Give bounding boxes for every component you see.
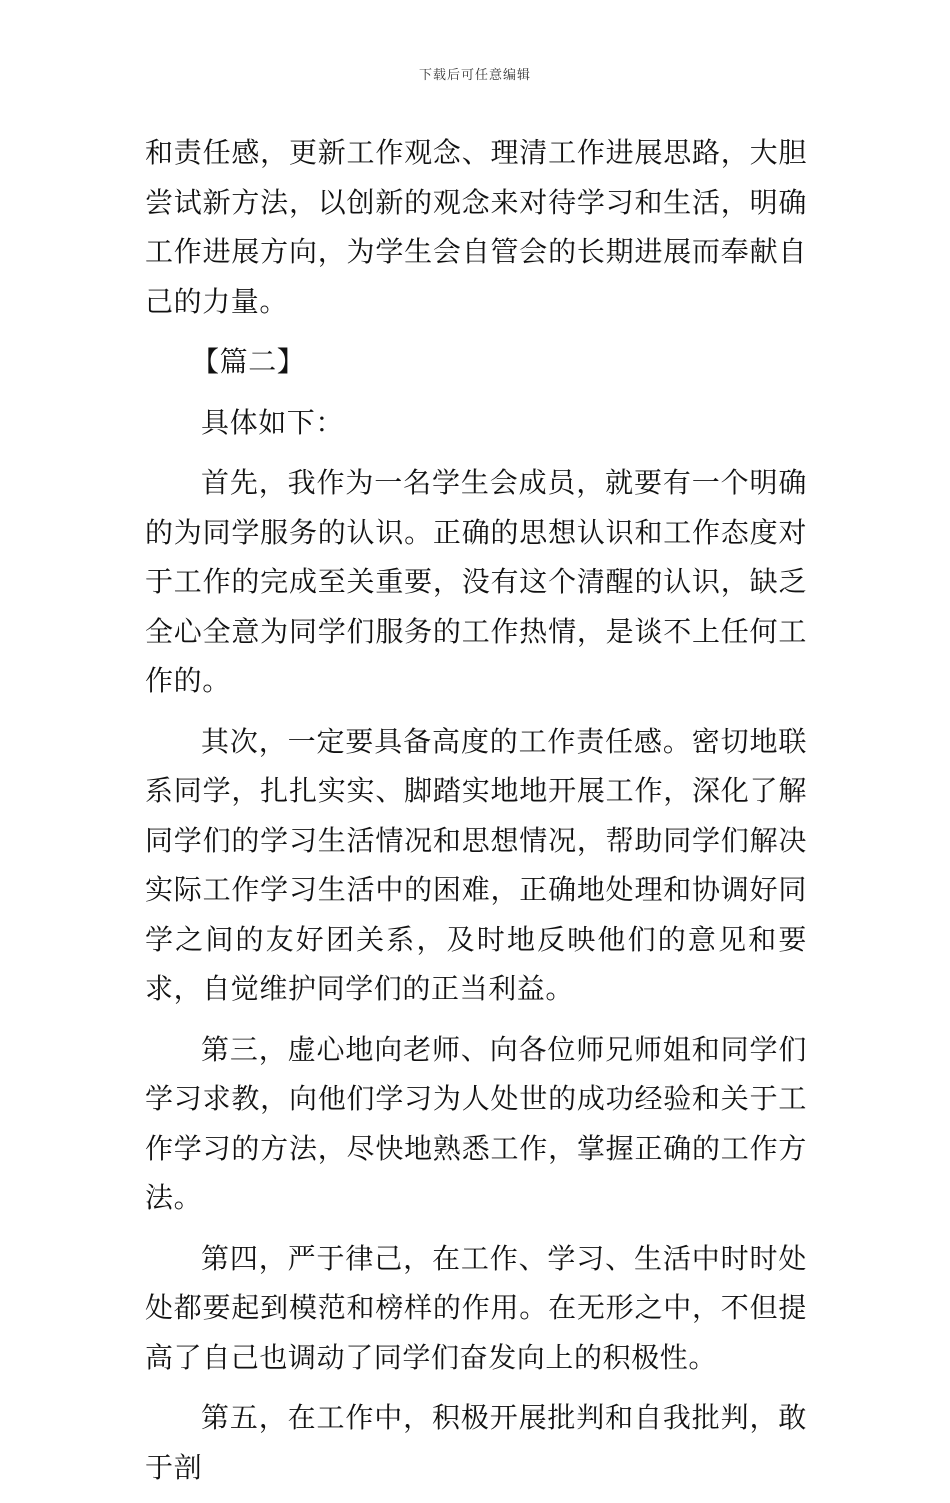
paragraph-intro: 具体如下： xyxy=(201,405,345,439)
paragraph-fifth: 第五，在工作中，积极开展批判和自我批判，敢于剖 xyxy=(145,1401,807,1484)
page-header: 下载后可任意编辑 xyxy=(418,68,531,83)
paragraph-fourth: 第四，严于律己，在工作、学习、生活中时时处处都要起到模范和榜样的作用。在无形之中，不但提高了自己也调动了同学们奋发向上的积极性。 xyxy=(145,1241,807,1374)
document-body xyxy=(145,128,807,1503)
section-heading: 【篇二】 xyxy=(191,345,306,378)
paragraph-continuation: 和责任感，更新工作观念、理清工作进展思路，大胆尝试新方法，以创新的观念来对待学习和生活，明确工作进展方向，为学生会自管会的长期进展而奉献自己的力量。 xyxy=(145,136,807,318)
paragraph-second: 其次，一定要具备高度的工作责任感。密切地联系同学，扎扎实实、脚踏实地地开展工作，深化了解同学们的学习生活情况和思想情况，帮助同学们解决实际工作学习生活中的困难，正确地处理和协调好同学之间的友好团关系，及时地反映他们的意见和要求，自觉维护同学们的正当利益。 xyxy=(145,724,807,1005)
paragraph-first: 首先，我作为一名学生会成员，就要有一个明确的为同学服务的认识。正确的思想认识和工作态度对于工作的完成至关重要，没有这个清醒的认识，缺乏全心全意为同学们服务的工作热情，是谈不上任何工作的。 xyxy=(145,466,807,697)
paragraph-third: 第三，虚心地向老师、向各位师兄师姐和同学们学习求教，向他们学习为人处世的成功经验和关于工作学习的方法，尽快地熟悉工作，掌握正确的工作方法。 xyxy=(145,1032,807,1214)
